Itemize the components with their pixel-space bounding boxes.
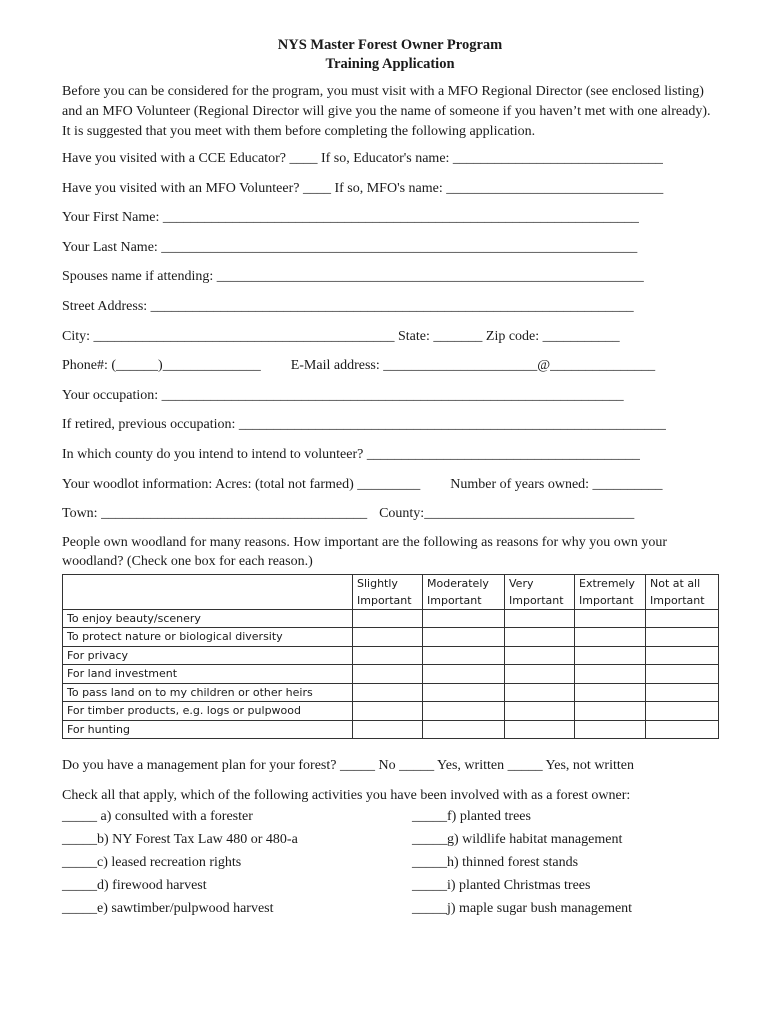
table-row bbox=[63, 628, 719, 647]
checkbox-cell[interactable] bbox=[423, 683, 505, 702]
reason-label: To protect nature or biological diversity bbox=[63, 628, 353, 647]
activity-item[interactable]: _____ a) consulted with a forester bbox=[62, 809, 253, 825]
checkbox-cell[interactable] bbox=[423, 646, 505, 665]
checkbox-cell[interactable] bbox=[646, 665, 719, 684]
checkbox-cell[interactable] bbox=[505, 702, 575, 721]
activities-list bbox=[62, 805, 718, 920]
checkbox-cell[interactable] bbox=[353, 665, 423, 684]
checkbox-cell[interactable] bbox=[646, 720, 719, 739]
email-field[interactable]: E-Mail address: ______________________@_______________ bbox=[290, 358, 656, 374]
reason-label: To enjoy beauty/scenery bbox=[63, 609, 353, 628]
checkbox-cell[interactable] bbox=[353, 683, 423, 702]
woodlot-row bbox=[62, 470, 718, 500]
checkbox-cell[interactable] bbox=[646, 609, 719, 628]
volunteer-county-field[interactable]: In which county do you intend to intend to volunteer? _______________________________________ bbox=[62, 446, 640, 462]
reason-label: To pass land on to my children or other heirs bbox=[63, 683, 353, 702]
previous-occupation-field[interactable]: If retired, previous occupation: _____________________________________________________________ bbox=[62, 417, 666, 433]
activities-prompt: Check all that apply, which of the following activities you have been involved with as a forest owner: bbox=[62, 788, 631, 804]
reasons-table bbox=[62, 574, 719, 740]
checkbox-cell[interactable] bbox=[646, 646, 719, 665]
table-row bbox=[63, 609, 719, 628]
first-name-field[interactable]: Your First Name: ____________________________________________________________________ bbox=[62, 210, 639, 226]
activity-item[interactable]: _____j) maple sugar bush management bbox=[412, 901, 633, 917]
table-header-row bbox=[63, 574, 719, 609]
management-plan-question[interactable]: Do you have a management plan for your forest? _____ No _____ Yes, written _____ Yes, not written bbox=[62, 758, 634, 774]
checkbox-cell[interactable] bbox=[423, 720, 505, 739]
mfo-visit-field[interactable]: Have you visited with an MFO Volunteer? ____ If so, MFO's name: _______________________________ bbox=[62, 180, 664, 196]
table-row bbox=[63, 665, 719, 684]
town-county-row bbox=[62, 499, 718, 529]
checkbox-cell[interactable] bbox=[423, 702, 505, 721]
checkbox-cell[interactable] bbox=[423, 609, 505, 628]
column-header: Very Important bbox=[505, 574, 575, 609]
spouse-name-field[interactable]: Spouses name if attending: _____________________________________________________________ bbox=[62, 269, 644, 285]
last-name-field[interactable]: Your Last Name: ____________________________________________________________________ bbox=[62, 239, 638, 255]
reason-label: For land investment bbox=[63, 665, 353, 684]
town-field[interactable]: Town: ______________________________________ bbox=[62, 506, 368, 522]
checkbox-cell[interactable] bbox=[353, 646, 423, 665]
column-header: Extremely Important bbox=[575, 574, 646, 609]
county-field[interactable]: County:______________________________ bbox=[379, 506, 635, 522]
column-header: Slightly Important bbox=[353, 574, 423, 609]
cce-visit-field[interactable]: Have you visited with a CCE Educator? ____ If so, Educator's name: ______________________________ bbox=[62, 151, 663, 166]
checkbox-cell[interactable] bbox=[575, 720, 646, 739]
activity-item[interactable]: _____d) firewood harvest bbox=[62, 878, 207, 894]
checkbox-cell[interactable] bbox=[505, 720, 575, 739]
phone-field[interactable]: Phone#: (______)______________ bbox=[62, 358, 261, 374]
checkbox-cell[interactable] bbox=[575, 665, 646, 684]
table-row bbox=[63, 683, 719, 702]
reason-label: For privacy bbox=[63, 646, 353, 665]
activities-right-column bbox=[412, 805, 632, 920]
reason-column-header bbox=[63, 574, 353, 609]
application-form bbox=[62, 36, 718, 920]
occupation-field[interactable]: Your occupation: __________________________________________________________________ bbox=[62, 387, 624, 403]
checkbox-cell[interactable] bbox=[423, 665, 505, 684]
checkbox-cell[interactable] bbox=[575, 702, 646, 721]
checkbox-cell[interactable] bbox=[575, 683, 646, 702]
checkbox-cell[interactable] bbox=[575, 609, 646, 628]
activity-item[interactable]: _____b) NY Forest Tax Law 480 or 480-a bbox=[62, 832, 298, 848]
column-header: Not at all Important bbox=[646, 574, 719, 609]
table-row bbox=[63, 720, 719, 739]
checkbox-cell[interactable] bbox=[646, 628, 719, 647]
checkbox-cell[interactable] bbox=[353, 628, 423, 647]
reason-label: For timber products, e.g. logs or pulpwood bbox=[63, 702, 353, 721]
form-title: NYS Master Forest Owner Program bbox=[277, 37, 503, 53]
activity-item[interactable]: _____c) leased recreation rights bbox=[62, 855, 242, 871]
activity-item[interactable]: _____h) thinned forest stands bbox=[412, 855, 579, 871]
checkbox-cell[interactable] bbox=[575, 628, 646, 647]
table-row bbox=[63, 646, 719, 665]
activity-item[interactable]: _____f) planted trees bbox=[412, 809, 531, 825]
reasons-prompt: People own woodland for many reasons. How important are the following as reasons for why you own your woodland? (Check one box for each reason.) bbox=[62, 534, 667, 569]
activities-left-column bbox=[62, 805, 412, 920]
activity-item[interactable]: _____i) planted Christmas trees bbox=[412, 878, 591, 894]
checkbox-cell[interactable] bbox=[505, 609, 575, 628]
checkbox-cell[interactable] bbox=[646, 683, 719, 702]
column-header: Moderately Important bbox=[423, 574, 505, 609]
checkbox-cell[interactable] bbox=[353, 702, 423, 721]
woodlot-acres-field[interactable]: Your woodlot information: Acres: (total not farmed) _________ bbox=[62, 476, 421, 492]
checkbox-cell[interactable] bbox=[575, 646, 646, 665]
street-address-field[interactable]: Street Address: _____________________________________________________________________ bbox=[62, 298, 634, 314]
intro-paragraph: Before you can be considered for the program, you must visit with a MFO Regional Director (see enclosed listing) and an MFO Volunteer (Regional Director will give you the name of someone if you haven’t met with one already). It is suggested that you meet with them before completing the following application. bbox=[62, 84, 711, 139]
years-owned-field[interactable]: Number of years owned: __________ bbox=[450, 476, 663, 492]
activity-item[interactable]: _____e) sawtimber/pulpwood harvest bbox=[62, 901, 274, 917]
checkbox-cell[interactable] bbox=[353, 720, 423, 739]
checkbox-cell[interactable] bbox=[646, 702, 719, 721]
reason-label: For hunting bbox=[63, 720, 353, 739]
phone-email-row bbox=[62, 351, 718, 381]
checkbox-cell[interactable] bbox=[505, 646, 575, 665]
checkbox-cell[interactable] bbox=[353, 609, 423, 628]
activity-item[interactable]: _____g) wildlife habitat management bbox=[412, 832, 623, 848]
checkbox-cell[interactable] bbox=[505, 683, 575, 702]
form-subtitle: Training Application bbox=[325, 56, 455, 72]
city-state-zip-field[interactable]: City: ___________________________________________ State: _______ Zip code: ___________ bbox=[62, 328, 620, 344]
table-row bbox=[63, 702, 719, 721]
checkbox-cell[interactable] bbox=[423, 628, 505, 647]
checkbox-cell[interactable] bbox=[505, 665, 575, 684]
checkbox-cell[interactable] bbox=[505, 628, 575, 647]
